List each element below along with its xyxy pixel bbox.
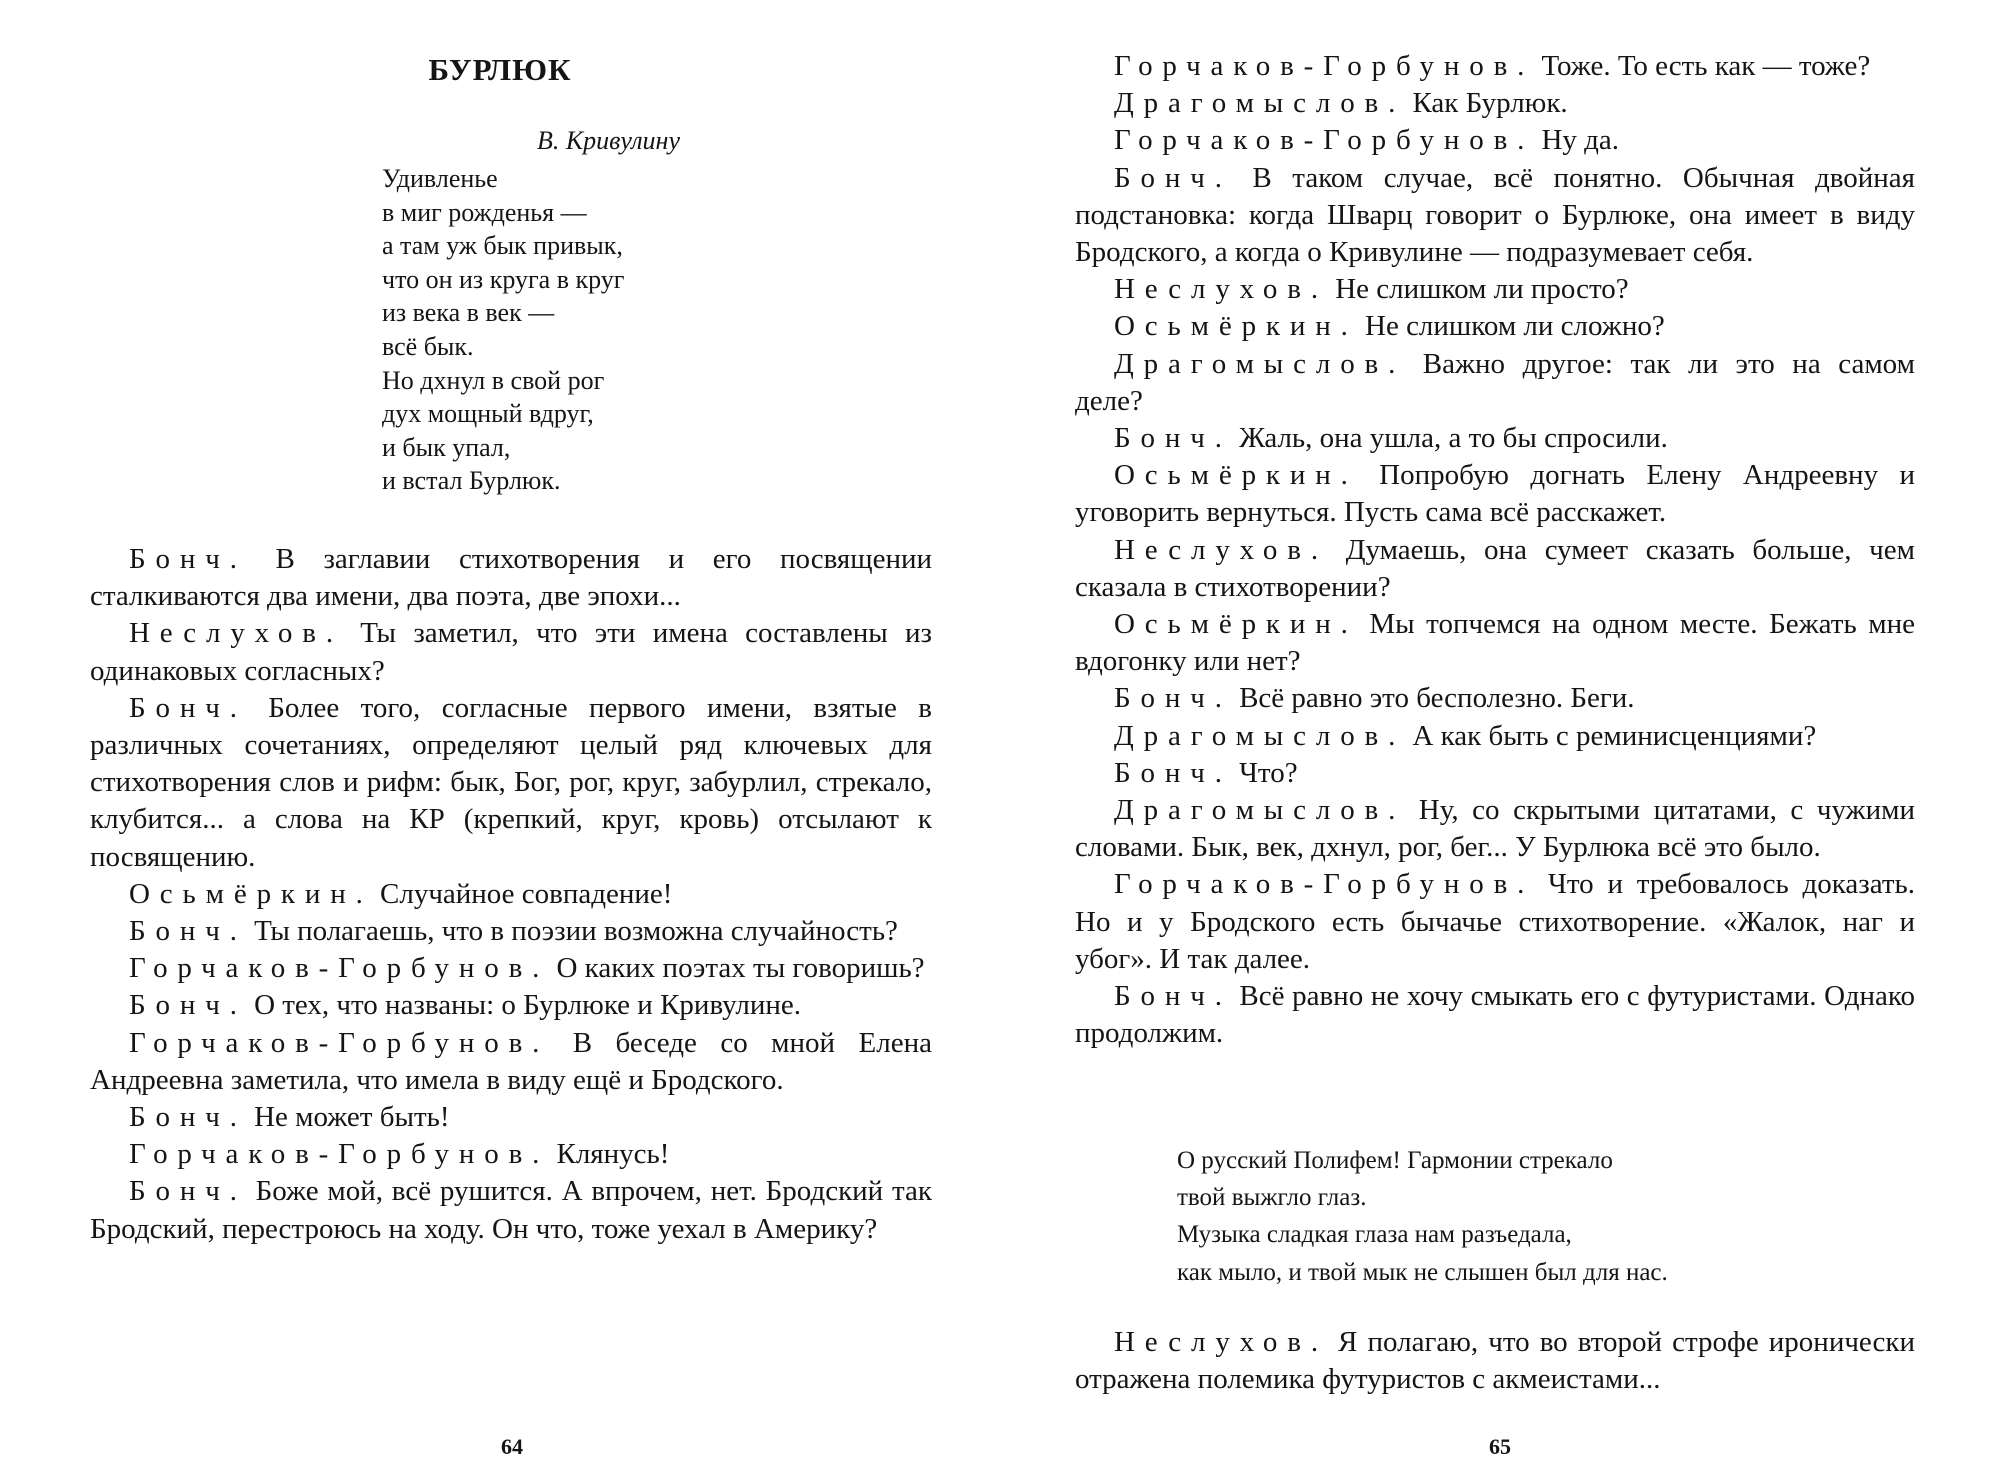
dialogue-line: [1075, 978, 1915, 1052]
right-page: [1000, 0, 2000, 1481]
speaker-name: Горчаков-Горбунов.: [129, 1138, 550, 1171]
speech-text: Более того, согласные первого имени, взятые в различных сочетаниях, определяют целый ряд ключевых для стихотворения слов и рифм: бык, Бог, рог, круг, забурлил, стрекало, клубится... а слова на КР (крепкий, круг, кровь) отсылают к посвящению.: [90, 691, 932, 873]
dialogue-line: [90, 987, 932, 1024]
poem-polyphemus: [1177, 1142, 1877, 1291]
speaker-name: Неслухов.: [1114, 273, 1328, 306]
speaker-name: Осьмёркин.: [1114, 459, 1358, 492]
speaker-name: Горчаков-Горбунов.: [129, 952, 550, 985]
speech-text: Всё равно это бесполезно. Беги.: [1231, 682, 1635, 715]
speaker-name: Горчаков-Горбунов.: [1114, 124, 1535, 157]
dialogue-line: [90, 1025, 932, 1099]
dialogue-line: [1075, 1324, 1915, 1398]
dialogue-line: [1075, 680, 1915, 717]
speaker-name: Бонч.: [1114, 682, 1232, 715]
speech-text: Мы топчемся на одном месте. Бежать мне вдогонку или нет?: [1075, 608, 1915, 678]
poem-line: как мыло, и твой мык не слышен был для нас.: [1177, 1258, 1668, 1286]
speech-text: Тоже. То есть как — тоже?: [1534, 50, 1871, 82]
speech-text: Попробую догнать Елену Андреевну и уговорить вернуться. Пусть сама всё расскажет.: [1075, 459, 1915, 529]
dialogue-line: [1075, 606, 1915, 680]
poem-line: Удивленье: [382, 164, 498, 193]
speaker-name: Неслухов.: [1114, 1326, 1328, 1358]
poem-line: что он из круга в круг: [382, 264, 625, 294]
speaker-name: Горчаков-Горбунов.: [129, 1026, 550, 1059]
poem-line: Но дхнул в свой рог: [382, 365, 605, 395]
dialogue-line: [90, 913, 932, 950]
speech-text: Всё равно не хочу смыкать его с футуристами. Однако продолжим.: [1075, 980, 1915, 1050]
speaker-name: Драгомыслов.: [1114, 719, 1406, 752]
speech-text: О каких поэтах ты говоришь?: [549, 952, 925, 985]
dialogue-line: [90, 876, 932, 913]
speaker-name: Бонч.: [129, 1175, 247, 1208]
speech-text: Жаль, она ушла, а то бы спросили.: [1231, 422, 1668, 455]
speaker-name: Горчаков-Горбунов.: [1114, 868, 1535, 901]
speech-text: Не слишком ли просто?: [1327, 273, 1629, 306]
poem-line: а там уж бык привык,: [382, 231, 623, 261]
dialogue-line: [1075, 420, 1915, 457]
dialogue-line: [1075, 866, 1915, 978]
speaker-name: Бонч.: [129, 691, 247, 724]
dialogue-line: [1075, 85, 1915, 122]
speaker-name: Неслухов.: [129, 617, 343, 650]
page-number: 64: [501, 1434, 523, 1459]
speech-text: Как Бурлюк.: [1405, 87, 1568, 120]
dialogue-line: [1075, 48, 1915, 85]
dialogue-line: [90, 615, 932, 689]
poem-line: в миг рожденья —: [382, 197, 587, 227]
dialogue-line: [1075, 792, 1915, 866]
dialogue-line: [1075, 271, 1915, 308]
speech-text: Я полагаю, что во второй строфе иронически отражена полемика футуристов с акмеистами...: [1075, 1326, 1915, 1396]
speaker-name: Осьмёркин.: [129, 877, 373, 910]
speaker-name: Бонч.: [129, 1101, 247, 1134]
speech-text: В беседе со мной Елена Андреевна заметила, что имела в виду ещё и Бродского.: [90, 1026, 932, 1096]
dialogue-right-after-poem: [1075, 1324, 1915, 1398]
dialogue-line: [1075, 160, 1915, 272]
speech-text: Ну, со скрытыми цитатами, с чужими словами. Бык, век, дхнул, рог, бег... У Бурлюка всё это было.: [1075, 794, 1915, 864]
speaker-name: Неслухов.: [1114, 533, 1328, 566]
speech-text: Не может быть!: [246, 1101, 450, 1134]
dialogue-line: [1075, 122, 1915, 159]
dialogue-line: [1075, 308, 1915, 345]
speaker-name: Драгомыслов.: [1114, 794, 1406, 827]
speech-text: Что и требовалось доказать. Но и у Бродского есть бычачье стихотворение. «Жалок, наг и убог». И так далее.: [1075, 868, 1915, 975]
speech-text: О тех, что названы: о Бурлюке и Кривулине.: [246, 989, 801, 1022]
speaker-name: Драгомыслов.: [1114, 87, 1406, 120]
poem-line: дух мощный вдруг,: [382, 399, 594, 429]
poem-line: и бык упал,: [382, 432, 511, 462]
speaker-name: Бонч.: [129, 989, 247, 1022]
poem-line: из века в век —: [382, 298, 555, 328]
poem-line: Музыка сладкая глаза нам разъедала,: [1177, 1221, 1572, 1249]
speaker-name: Драгомыслов.: [1114, 347, 1406, 380]
poem-line: всё бык.: [382, 331, 474, 361]
dialogue-line: [90, 1173, 932, 1247]
speech-text: Думаешь, она сумеет сказать больше, чем сказала в стихотворении?: [1075, 533, 1915, 603]
dialogue-line: [90, 541, 932, 615]
speech-text: Ты заметил, что эти имена составлены из одинаковых согласных?: [90, 617, 932, 687]
poem-title: БУРЛЮК: [428, 52, 572, 87]
speaker-name: Осьмёркин.: [1114, 608, 1358, 641]
dialogue-line: [1075, 532, 1915, 606]
speech-text: Важно другое: так ли это на самом деле?: [1075, 347, 1915, 417]
dialogue-right: [1075, 48, 1915, 1052]
speech-text: Ты полагаешь, что в поэзии возможна случайность?: [246, 915, 898, 948]
speech-text: А как быть с реминисценциями?: [1405, 719, 1817, 752]
dialogue-line: [1075, 457, 1915, 531]
poem-line: и встал Бурлюк.: [382, 466, 561, 496]
poem-line: О русский Полифем! Гармонии стрекало: [1177, 1147, 1613, 1174]
speaker-name: Горчаков-Горбунов.: [1114, 50, 1535, 82]
speech-text: Что?: [1231, 756, 1298, 789]
speech-text: Боже мой, всё рушится. А впрочем, нет. Бродский так Бродский, перестроюсь на ходу. Он что, тоже уехал в Америку?: [90, 1175, 932, 1245]
dialogue-line: [90, 1136, 932, 1173]
speech-text: Ну да.: [1534, 124, 1620, 157]
dialogue-line: [1075, 346, 1915, 420]
speaker-name: Бонч.: [1114, 161, 1232, 194]
dialogue-line: [90, 1099, 932, 1136]
speech-text: Не слишком ли сложно?: [1357, 310, 1665, 343]
poem-dedication: В. Кривулину: [536, 126, 680, 155]
speaker-name: Бонч.: [1114, 756, 1232, 789]
dialogue-line: [90, 690, 932, 876]
poem-line: твой выжгло глаз.: [1177, 1184, 1367, 1212]
dialogue-line: [1075, 755, 1915, 792]
poem-burlyuk: [382, 162, 842, 498]
speech-text: В заглавии стихотворения и его посвящении сталкиваются два имени, два поэта, две эпохи...: [90, 543, 932, 613]
speech-text: Случайное совпадение!: [372, 877, 673, 910]
page-number: 65: [1489, 1434, 1511, 1459]
speaker-name: Бонч.: [129, 915, 247, 948]
speech-text: Клянусь!: [549, 1138, 670, 1171]
speaker-name: Бонч.: [129, 543, 247, 575]
dialogue-left: [90, 541, 932, 1248]
dialogue-line: [90, 950, 932, 987]
speaker-name: Осьмёркин.: [1114, 310, 1358, 343]
dialogue-line: [1075, 718, 1915, 755]
speaker-name: Бонч.: [1114, 422, 1232, 455]
speech-text: В таком случае, всё понятно. Обычная двойная подстановка: когда Шварц говорит о Бурлюке, она имеет в виду Бродского, а когда о Кривулине — подразумевает себя.: [1075, 161, 1915, 269]
speaker-name: Бонч.: [1114, 980, 1232, 1013]
